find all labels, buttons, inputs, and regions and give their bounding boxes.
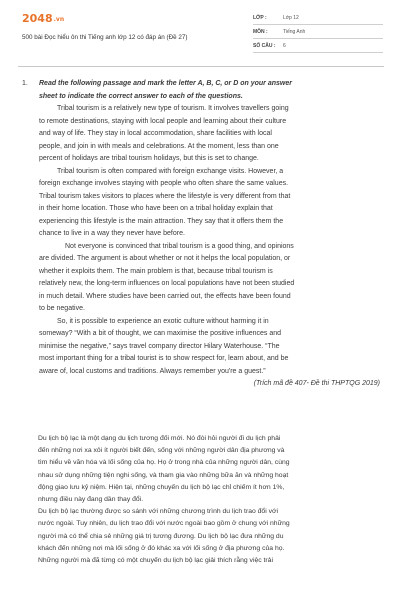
meta-row-question-count xyxy=(253,39,383,53)
meta-value: 6 xyxy=(283,42,286,49)
passage-line: in much detail. Where studies have been carried out, the effects have been found xyxy=(39,292,291,300)
translation-line: nhau sử dụng những tiện nghi sống, và tham gia vào những bữa ăn và những hoạt xyxy=(38,471,289,479)
translation-line: người mà có thể chia sẻ những giá trị tương đương. Du lịch bộ lạc đưa những du xyxy=(38,532,284,540)
header-divider xyxy=(18,66,384,67)
translation-line: khách đến những nơi mà lối sống ở đó khác xa với lối sống ở địa phương của họ. xyxy=(38,544,285,552)
passage-line: in their home location. Those who have been on a tribal holiday explain that xyxy=(39,205,273,212)
page-header xyxy=(0,0,400,62)
meta-table xyxy=(253,11,383,53)
meta-row-subject xyxy=(253,25,383,39)
meta-label: LỚP : xyxy=(253,14,267,21)
passage-line: minimise the negative,” says travel company director Hilary Waterhouse. “The xyxy=(39,342,280,350)
passage-line: are divided. The argument is about whether or not it helps the local population, or xyxy=(39,255,291,262)
translation-line: nước ngoài. Tuy nhiên, du lịch trao đổi với nước ngoài bao gồm ở chung với những xyxy=(38,520,290,528)
translation-block xyxy=(38,433,382,567)
passage-line: most important thing for a tribal tourist is to show respect for, learn about, and be xyxy=(39,355,289,362)
passage-line: experiencing this lifestyle is the main attraction. They say that it offers them the xyxy=(39,217,284,225)
meta-value: Tiếng Anh xyxy=(283,28,306,35)
instruction-line: Read the following passage and mark the letter A, B, C, or D on your answer xyxy=(39,80,292,87)
passage-line: and way of life. They stay in local accommodation, share facilities with local xyxy=(39,130,272,137)
passage-line: relatively new, the long-term influences on local populations have not been studied xyxy=(39,280,295,287)
site-logo[interactable] xyxy=(22,12,64,25)
translation-line: đến những nơi xa xôi ít người biết đến, sống với những người dân địa phương và xyxy=(38,447,285,455)
meta-value: Lớp 12 xyxy=(283,14,299,21)
passage-line: to remote destinations, staying with local people and learning about their culture xyxy=(39,117,287,125)
translation-line: Du lịch bộ lạc là một dạng du lịch tương đối mới. Nó đòi hỏi người đi du lịch phải xyxy=(38,435,281,442)
translation-line: nhưng điều này đang dần thay đổi. xyxy=(38,495,144,503)
translation-line: tìm hiểu về văn hóa và lối sống của họ. Họ ở trong nhà của những người dân, cùng xyxy=(38,459,290,467)
passage-line: chance to live in a way they never have before. xyxy=(39,230,185,237)
logo-suffix: .vn xyxy=(53,15,65,23)
passage-line: aware of, local customs and traditions. Always remember you're a guest.” xyxy=(39,367,266,375)
passage-line: percent of holidays are tribal tourism holidays, but this is set to change. xyxy=(39,155,259,162)
passage-line: Tribal tourism takes visitors to places where the lifestyle is very different from that xyxy=(39,192,291,200)
translation-line: Du lịch bộ lạc thường được so sánh với những chương trình du lịch trao đổi với xyxy=(38,508,278,516)
instruction-line: sheet to indicate the correct answer to each of the questions. xyxy=(39,92,243,100)
document-title: 500 bài Đọc hiểu ôn thi Tiếng anh lớp 12 có đáp án (Đề 27) xyxy=(22,34,188,41)
question-number: 1. xyxy=(22,80,28,87)
passage-line: Tribal tourism is often compared with foreign exchange visits. However, a xyxy=(57,167,284,175)
passage-line: Not everyone is convinced that tribal tourism is a good thing, and opinions xyxy=(65,242,294,250)
passage-text xyxy=(39,78,382,391)
passage-line: to be negative. xyxy=(39,305,85,312)
source-citation: (Trích mã đề 407- Đề thi THPTQG 2019) xyxy=(253,380,380,387)
logo-main: 2048 xyxy=(22,12,53,25)
passage-line: foreign exchange involves staying with people who often share the same values. xyxy=(39,180,289,187)
meta-row-class xyxy=(253,11,383,25)
meta-label: MÔN : xyxy=(253,28,268,35)
passage-line: whether it exploits them. The main problem is that, because tribal tourism is xyxy=(39,267,273,275)
passage-line: people, and join in with meals and celebrations. At the moment, less than one xyxy=(39,142,279,150)
passage-line: Tribal tourism is a relatively new type of tourism. It involves travellers going xyxy=(57,105,289,112)
translation-line: động giao lưu kỷ niệm. Hiện tại, những chuyến du lịch bộ lạc chỉ chiếm ít hơn 1%, xyxy=(38,483,285,491)
translation-line: Những người mà đã từng có một chuyến du lịch bộ lạc giải thích rằng việc trải xyxy=(38,556,273,564)
passage-line: So, it is possible to experience an exotic culture without harming it in xyxy=(57,317,269,325)
passage-line: someway? “With a bit of thought, we can maximise the positive influences and xyxy=(39,330,282,337)
meta-label: SỐ CÂU : xyxy=(253,42,276,49)
